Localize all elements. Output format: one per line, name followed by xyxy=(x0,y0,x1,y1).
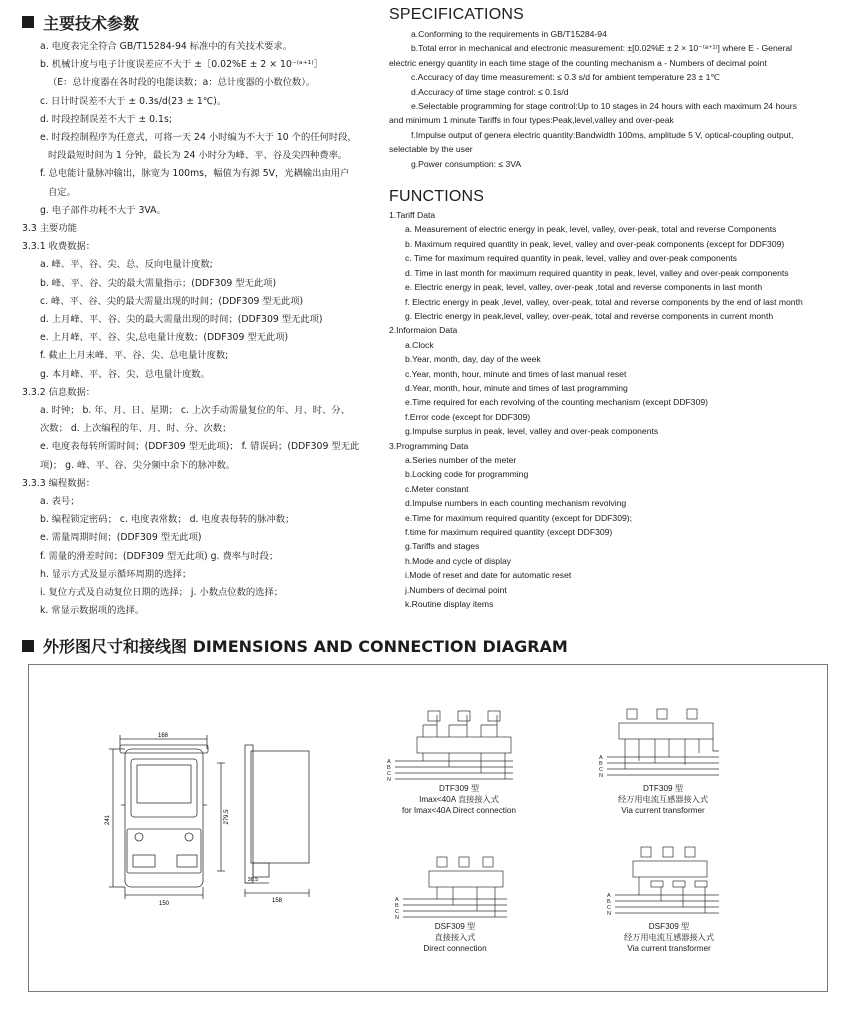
dim-label-168: 168 xyxy=(157,733,169,739)
func-line: b.Year, month, day, day of the week xyxy=(405,354,541,365)
spec-line: f. 总电能计量脉冲输出，脉宽为 100ms，幅值为有源 5V，光耦输出由用户 xyxy=(40,168,350,180)
caption-dsf309-direct: DSF309 型 直接接入式 Direct connection xyxy=(423,922,487,953)
func-line: j.Numbers of decimal point xyxy=(405,584,507,595)
side-body xyxy=(251,751,309,863)
caption-dtf309-direct: DTF309 型 Imax<40A 直接接入式 for Imax<40A Direct connection xyxy=(401,784,516,815)
spec-line-en: f.Impulse output of genera electric quantity:Bandwidth 100ms, amplitude 5 V, optical-coupling output, xyxy=(411,129,794,140)
func-line: f.time for maximum required quantity (except DDF309) xyxy=(405,527,613,537)
terminal-block xyxy=(177,855,197,867)
wiring-dsf309-direct xyxy=(403,857,507,917)
phase-label-c: C xyxy=(607,905,611,911)
phase-label-n: N xyxy=(607,911,611,917)
functions-title: FUNCTIONS xyxy=(389,188,485,206)
terminal-strip xyxy=(633,861,707,877)
section-label: 3.3.1 收费数据： xyxy=(22,241,96,253)
heading-square-icon xyxy=(22,640,34,652)
spec-line-en: electric energy quantity in each time stage of the counting mechanism a - Numbers of decimal point xyxy=(389,57,767,68)
spec-line: i. 复位方式及自动复位日期的选择； j. 小数点位数的选择； xyxy=(40,587,284,599)
func-line: a.Series number of the meter xyxy=(405,454,517,465)
caption-dtf309-ct: DTF309 型 经万用电流互感器接入式 Via current transformer xyxy=(617,784,709,815)
phase-labels-1 xyxy=(387,759,391,783)
phase-label-c: C xyxy=(395,909,399,915)
func-line: g. Electric energy in peak,level, valley, over-peak, total and reverse components in current month xyxy=(405,310,774,321)
side-base xyxy=(245,745,253,883)
func-line: f.Error code (except for DDF309) xyxy=(405,411,531,422)
heading-square-icon xyxy=(22,16,34,28)
terminal-cover xyxy=(127,829,201,873)
func-line: g.Tariffs and stages xyxy=(405,541,480,552)
spec-line: 时段最短时间为 1 分钟，最长为 24 小时分为峰、平、谷及尖四种费率。 xyxy=(48,150,348,162)
func-line: a. Measurement of electric energy in peak, level, valley, over-peak, total and reverse Components xyxy=(405,224,777,235)
func-line: h.Mode and cycle of display xyxy=(405,555,512,566)
spec-line-en: a.Conforming to the requirements in GB/T15284-94 xyxy=(411,29,607,39)
wiring-dtf309-direct xyxy=(395,711,513,779)
phase-label-c: C xyxy=(599,767,603,773)
wiring-dsf309-ct xyxy=(615,847,719,913)
spec-line: d. 上月峰、平、谷、尖的最大需量出现的时间；(DDF309 型无此项) xyxy=(40,314,323,326)
spec-line-en: b.Total error in mechanical and electronic measurement: ±[0.02%E ± 2 × 10⁻⁽ᵃ⁺¹⁾] where E - General xyxy=(411,43,793,54)
spec-line: g. 本月峰、平、谷、尖、总电量计度数。 xyxy=(40,368,210,380)
dim-label-158: 158 xyxy=(271,898,283,904)
spec-line: 项)； g. 峰、平、谷、尖分频中余下的脉冲数。 xyxy=(40,459,236,471)
phase-label-n: N xyxy=(395,915,399,921)
phase-labels-2 xyxy=(599,755,603,779)
section-label: 3.3 主要功能 xyxy=(22,223,77,235)
phase-label-a: A xyxy=(599,755,603,761)
func-line: b.Locking code for programming xyxy=(405,469,529,480)
meter-display xyxy=(137,765,191,803)
func-line: d.Year, month, hour, minute and times of last programming xyxy=(405,382,628,393)
phase-label-a: A xyxy=(607,893,611,899)
func-line: d. Time in last month for maximum required quantity in peak, level, valley and over-peak components xyxy=(405,267,789,278)
phase-label-b: B xyxy=(599,761,603,767)
english-specs-column xyxy=(389,6,835,611)
func-line: c.Meter constant xyxy=(405,483,469,494)
spec-line: （E：总计度器在各时段的电能读数；a：总计度器的小数位数）。 xyxy=(48,77,316,89)
func-group-title: 2.Informaion Data xyxy=(389,325,458,336)
func-line: a.Clock xyxy=(405,339,434,350)
spec-line: c. 日计时误差不大于 ± 0.3s/d(23 ± 1℃)。 xyxy=(40,95,227,107)
spec-line: a. 表号； xyxy=(40,496,80,508)
caption-dsf309-ct: DSF309 型 经万用电流互感器接入式 Via current transformer xyxy=(623,922,715,953)
spec-line: d. 时段控制误差不大于 ± 0.1s; xyxy=(40,113,172,125)
func-line: d.Impulse numbers in each counting mechanism revolving xyxy=(405,498,627,509)
phase-labels-3 xyxy=(395,897,399,921)
func-line: c.Year, month, hour, minute and times of last manual reset xyxy=(405,368,627,379)
spec-line-en: and minimum 1 minute Tariffs in four types:Peak,level,valley and over-peak xyxy=(389,115,674,126)
spec-line: e. 时段控制程序为任意式，可将一天 24 小时编为不大于 10 个的任何时段， xyxy=(40,132,357,144)
dim-label-150: 150 xyxy=(158,901,170,907)
section-label: 3.3.3 编程数据： xyxy=(22,477,96,489)
spec-line: b. 编程锁定密码； c. 电度表常数； d. 电度表每转的脉冲数； xyxy=(40,514,295,526)
spec-line: b. 机械计度与电子计度误差应不大于 ±［0.02%E ± 2 × 10⁻⁽ᵃ⁺¹⁾］ xyxy=(40,59,323,71)
spec-line: e. 电度表每转所需时间；(DDF309 型无此项)； f. 错误码；(DDF309 型无此 xyxy=(40,441,360,453)
dimensions-diagram-box xyxy=(28,664,828,992)
dimensions-heading: 外形图尺寸和接线图 DIMENSIONS AND CONNECTION DIAGRAM xyxy=(22,634,568,657)
terminal-strip xyxy=(417,737,511,753)
phase-labels-4 xyxy=(607,893,611,917)
spec-line-en: selectable by the user xyxy=(389,144,473,155)
side-terminal xyxy=(253,863,269,877)
func-line: b. Maximum required quantity in peak, level, valley and over-peak components (except for DDF309) xyxy=(405,238,785,249)
terminal-strip xyxy=(619,723,713,739)
spec-line: a. 峰、平、谷、尖、总、反向电量计度数; xyxy=(40,259,213,271)
meter-window xyxy=(131,759,197,817)
spec-line: f. 截止上月末峰、平、谷、尖、总电量计度数; xyxy=(40,350,229,362)
spec-line: c. 峰、平、谷、尖的最大需量出现的时间；(DDF309 型无此项) xyxy=(40,295,304,307)
dim-label-241: 241 xyxy=(105,814,111,826)
spec-line: e. 上月峰、平、谷、尖,总电量计度数；(DDF309 型无此项) xyxy=(40,332,289,344)
func-line: e. Electric energy in peak, level, valley, over-peak ,total and reverse components in last month xyxy=(405,282,763,293)
func-line: k.Routine display items xyxy=(405,599,494,610)
func-line: f. Electric energy in peak ,level, valley, over-peak, total and reverse components by the end of last month xyxy=(405,296,803,307)
func-line: g.Impulse surplus in peak, level, valley and over-peak components xyxy=(405,426,659,437)
func-group-title: 3.Programming Data xyxy=(389,440,469,451)
dim-label-38: 38.5 xyxy=(247,877,259,883)
terminal-block xyxy=(133,855,155,867)
spec-line-en: g.Power consumption: ≤ 3VA xyxy=(411,158,522,169)
meter-side-view xyxy=(245,745,309,897)
phase-label-a: A xyxy=(395,897,399,903)
dim-label-279: 279.5 xyxy=(224,809,230,825)
spec-line-en: d.Accuracy of time stage control: ≤ 0.1s/d xyxy=(411,86,569,97)
seal-screw xyxy=(135,833,143,841)
spec-line: a. 时钟； b. 年、月、日、星期； c. 上次手动需量复位的年、月、时、分、 xyxy=(40,405,350,417)
phase-label-c: C xyxy=(387,771,391,777)
dimensions-heading-row xyxy=(22,634,568,657)
terminal-strip xyxy=(429,871,503,887)
meter-front-view xyxy=(109,735,225,899)
phase-label-b: B xyxy=(387,765,391,771)
section-label: 3.3.2 信息数据： xyxy=(22,386,96,398)
spec-line-en: c.Accuracy of day time measurement: ≤ 0.3 s/d for ambient temperature 23 ± 1℃ xyxy=(411,72,721,83)
phase-label-b: B xyxy=(607,899,611,905)
spec-line: a. 电度表完全符合 GB/T15284-94 标准中的有关技术要求。 xyxy=(40,41,293,52)
spec-line: 自定。 xyxy=(48,186,76,198)
chinese-specs-column xyxy=(22,10,380,621)
spec-line: g. 电子部件功耗不大于 3VA。 xyxy=(40,204,166,216)
func-line: e.Time required for each revolving of the counting mechanism (except DDF309) xyxy=(405,397,708,408)
wiring-dtf309-ct xyxy=(607,709,719,775)
phase-label-a: A xyxy=(387,759,391,765)
spec-line: f. 需量的滑差时间；(DDF309 型无此项) g. 费率与时段； xyxy=(40,550,279,562)
func-line: c. Time for maximum required quantity in peak, level, valley and over-peak components xyxy=(405,253,737,264)
spec-line: e. 需量周期时间；(DDF309 型无此项) xyxy=(40,532,202,544)
func-line: i.Mode of reset and date for automatic reset xyxy=(405,570,572,581)
phase-label-n: N xyxy=(387,777,391,783)
spec-line: h. 显示方式及显示循环周期的选择； xyxy=(40,568,192,580)
func-line: e.Time for maximum required quantity (except for DDF309); xyxy=(405,512,633,523)
spec-line: k. 常显示数据项的选择。 xyxy=(40,605,145,617)
seal-screw xyxy=(185,833,193,841)
specifications-title: SPECIFICATIONS xyxy=(389,6,524,23)
phase-label-n: N xyxy=(599,773,603,779)
phase-label-b: B xyxy=(395,903,399,909)
spec-line-en: e.Selectable programming for stage control:Up to 10 stages in 24 hours with each maximum 24 hours xyxy=(411,101,797,112)
spec-line: 次数； d. 上次编程的年、月、时、分、次数； xyxy=(40,423,232,435)
specs-heading-cn: 主要技术参数 xyxy=(22,10,380,34)
spec-line: b. 峰、平、谷、尖的最大需量指示；(DDF309 型无此项) xyxy=(40,277,277,289)
func-group-title: 1.Tariff Data xyxy=(389,210,436,221)
